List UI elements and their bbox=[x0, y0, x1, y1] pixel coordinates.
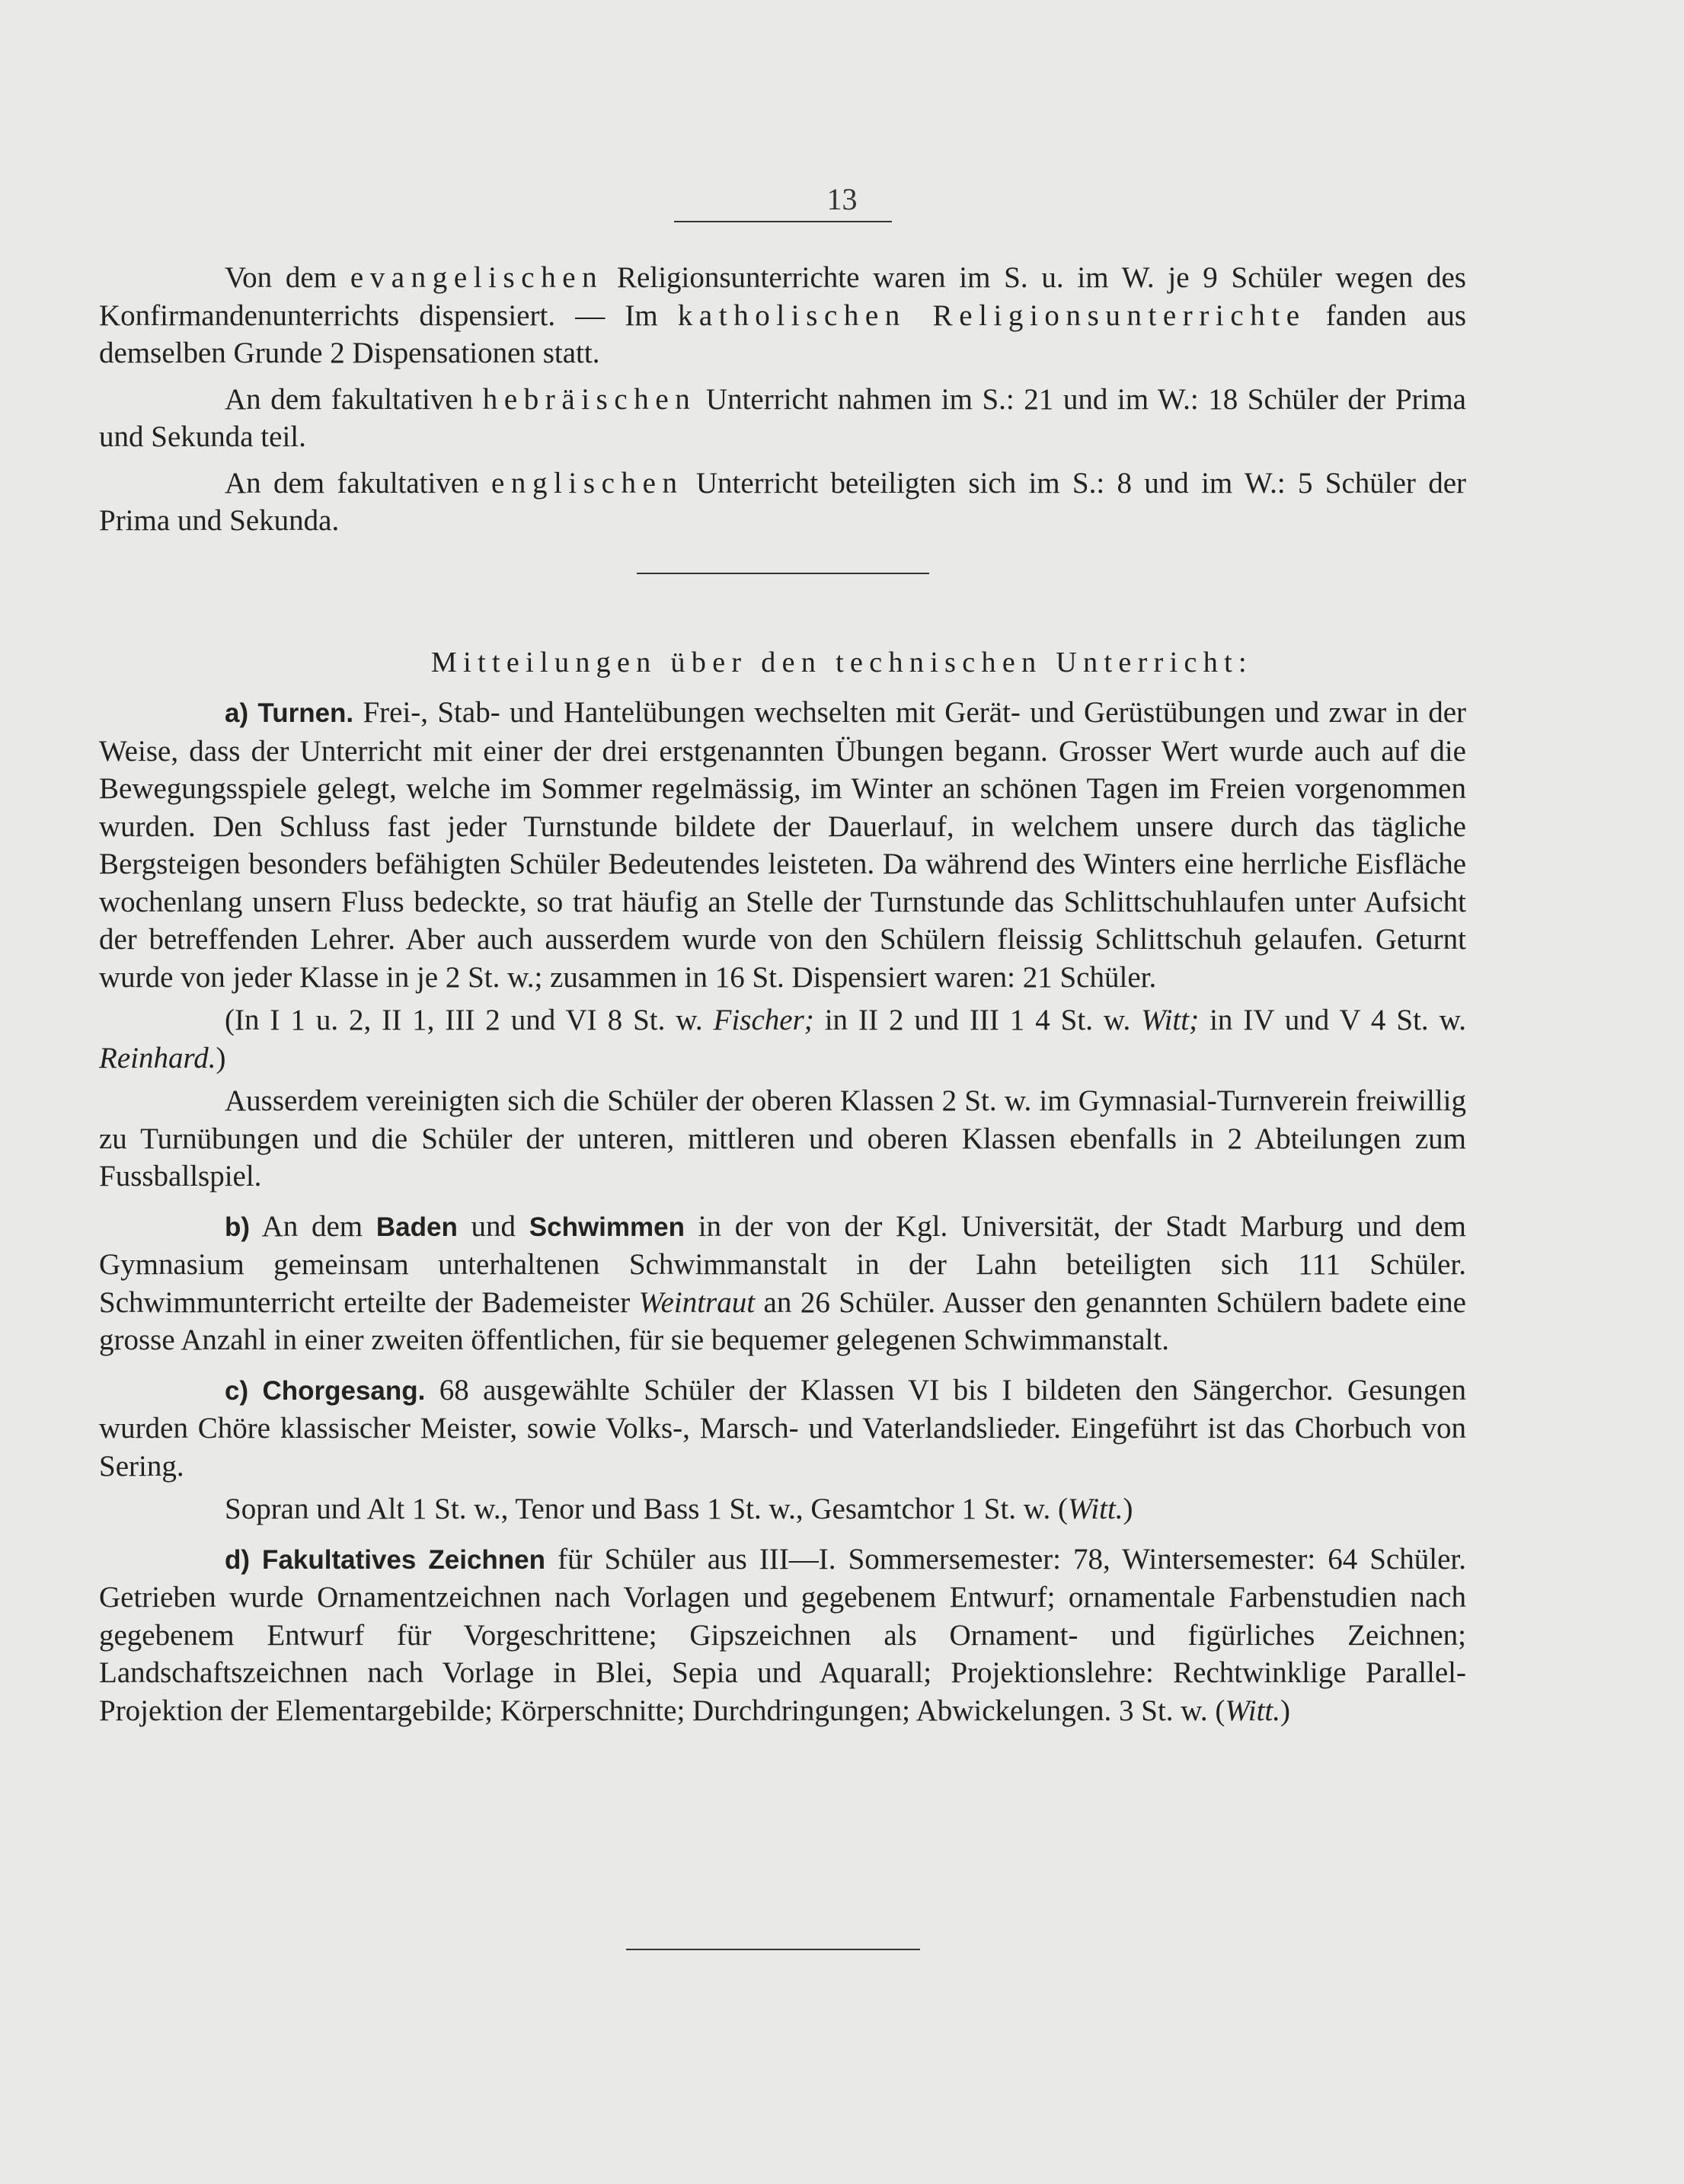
section-divider bbox=[637, 573, 929, 574]
paragraph-english: An dem fakultativen englischen Unterricht beteiligten sich im S.: 8 und im W.: 5 Schüler der Prima und Sekunda. bbox=[99, 466, 1466, 537]
technical-instruction-section bbox=[99, 694, 1466, 1735]
paragraph-zeichnen: d) Fakultatives Zeichnen für Schüler aus III—I. Sommersemester: 78, Wintersemester: 64 Schüler. Getrieben wurde Ornamentzeichnen nach Vorlagen und gegebenem Entwurf; ornamentale Farbenstudien nach gegebenem Entwurf für Vorgeschrittene; Gipszeichnen als Ornament- und figürliches Zeichnen; Landschaftszeichnen nach Vorlage in Blei, Sepia und Aquarall; Projektionslehre: Rechtwinklige Parallel-Projektion der Elementargebilde; Körperschnitte; Durchdringungen; Abwickelungen. 3 St. w. (Witt.) bbox=[99, 1542, 1466, 1727]
paragraph-chor-hours: Sopran und Alt 1 St. w., Tenor und Bass 1 St. w., Gesamtchor 1 St. w. (Witt.) bbox=[225, 1493, 1133, 1525]
paragraph-religion: Von dem evangelischen Religionsunterrichte waren im S. u. im W. je 9 Schüler wegen des Konfirmandenunterrichts dispensiert. — Im katholischen Religionsunterrichte fanden aus demselben Grunde 2 Dispensationen statt. bbox=[99, 261, 1466, 369]
paragraph-turnverein: Ausserdem vereinigten sich die Schüler der oberen Klassen 2 St. w. im Gymnasial-Turnverein freiwillig zu Turnübungen und die Schüler der unteren, mittleren und oberen Klassen ebenfalls in 2 Abteilungen zum Fussballspiel. bbox=[99, 1084, 1466, 1193]
footer-rule bbox=[626, 1949, 920, 1950]
section-heading: Mitteilungen über den technischen Unterricht: bbox=[431, 647, 1253, 679]
header-rule bbox=[674, 221, 892, 222]
paragraph-turnen-teachers: (In I 1 u. 2, II 1, III 2 und VI 8 St. w. Fischer; in II 2 und III 1 4 St. w. Witt; in IV und V 4 St. w. Reinhard.) bbox=[99, 1004, 1466, 1074]
paragraph-chorgesang: c) Chorgesang. 68 ausgewählte Schüler der Klassen VI bis I bildeten den Sängerchor. Gesungen wurden Chöre klassischer Meister, sowie Volks-, Marsch- und Vaterlandslieder. Eingeführt ist das Chorbuch von Sering. bbox=[99, 1373, 1467, 1483]
paragraph-turnen: a) Turnen. Frei-, Stab- und Hantelübungen wechselten mit Gerät- und Gerüstübungen und zwar in der Weise, dass der Unterricht mit einer der drei erstgenannten Übungen begann. Grosser Wert wurde auch auf die Bewegungsspiele gelegt, welche im Sommer regelmässig, im Winter an schönen Tagen im Freien vorgenommen wurden. Den Schluss fast jeder Turnstunde bildete der Dauerlauf, in welchem unsere durch das tägliche Bergsteigen besonders befähigten Schüler Bedeutendes leisteten. Da während des Winters eine herrliche Eisfläche wochenlang unsern Fluss bedeckte, so trat häufig an Stelle der Turnstunde das Schlittschuhlaufen unter Aufsicht der betreffenden Lehrer. Aber auch ausserdem wurde von den Schülern fleissig Schlittschuh gelaufen. Geturnt wurde von jeder Klasse in je 2 St. w.; zusammen in 16 St. Dispensiert waren: 21 Schüler. bbox=[99, 696, 1466, 994]
page-number: 13 bbox=[826, 182, 858, 216]
intro-section bbox=[99, 259, 1466, 548]
paragraph-baden: b) An dem Baden und Schwimmen in der von der Kgl. Universität, der Stadt Marburg und dem Gymnasium gemeinsam unterhaltenen Schwimmanstalt in der Lahn beteiligten sich 111 Schüler. Schwimmunterricht erteilte der Bademeister Weintraut an 26 Schüler. Ausser den genannten Schülern badete eine grosse Anzahl in einer zweiten öffentlichen, für sie bequemer gelegenen Schwimmanstalt. bbox=[99, 1209, 1466, 1356]
paragraph-hebrew: An dem fakultativen hebräischen Unterricht nahmen im S.: 21 und im W.: 18 Schüler der Prima und Sekunda teil. bbox=[99, 382, 1466, 453]
